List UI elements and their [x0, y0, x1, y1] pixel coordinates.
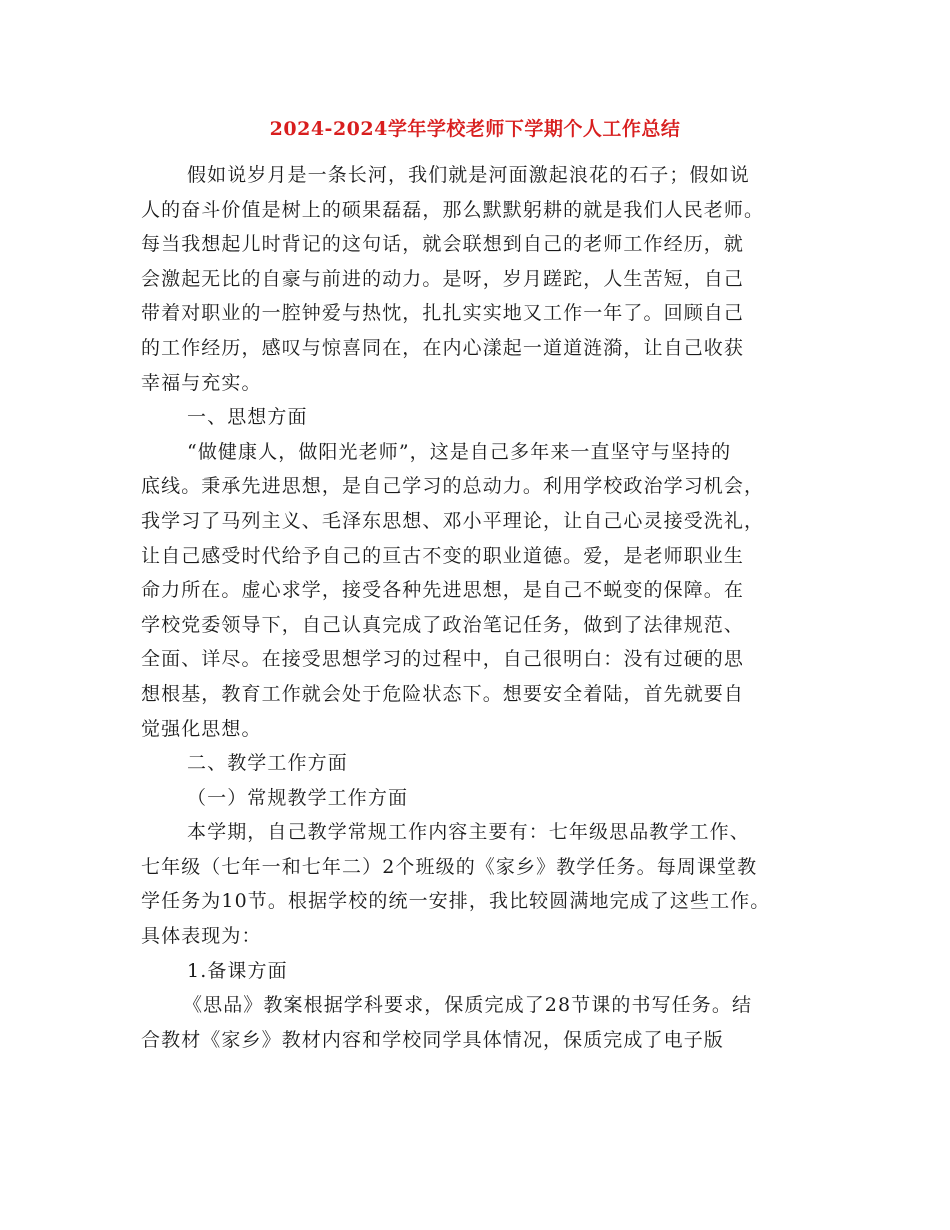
paragraph-line: 会激起无比的自豪与前进的动力。是呀，岁月蹉跎，人生苦短，自己: [141, 267, 745, 290]
paragraph-line: 合教材《家乡》教材内容和学校同学具体情况，保质完成了电子版: [141, 1028, 724, 1051]
section-heading: 二、教学工作方面: [187, 752, 348, 775]
document-body: [141, 158, 821, 1057]
paragraph-line: 觉强化思想。: [141, 717, 262, 740]
paragraph-line: 底线。秉承先进思想，是自己学习的总动力。利用学校政治学习机会，: [141, 475, 765, 498]
paragraph-line: 假如说岁月是一条长河，我们就是河面激起浪花的石子；假如说: [187, 164, 750, 186]
paragraph-line: 学任务为10节。根据学校的统一安排，我比较圆满地完成了这些工作。: [141, 890, 771, 913]
paragraph-line: 七年级（七年一和七年二）2个班级的《家乡》教学任务。每周课堂教: [141, 855, 758, 878]
section-heading: 一、思想方面: [187, 406, 308, 429]
document-title: 2024-2024学年学校老师下学期个人工作总结: [269, 118, 681, 140]
paragraph-line: “做健康人，做阳光老师”，这是自己多年来一直坚守与坚持的: [187, 440, 732, 463]
paragraph-line: 带着对职业的一腔钟爱与热忱，扎扎实实地又工作一年了。回顾自己: [141, 302, 745, 325]
paragraph-line: 命力所在。虚心求学，接受各种先进思想，是自己不蜕变的保障。在: [141, 579, 745, 602]
paragraph-line: 全面、详尽。在接受思想学习的过程中，自己很明白：没有过硬的思: [141, 648, 745, 671]
paragraph-line: 本学期，自己教学常规工作内容主要有：七年级思品教学工作、: [187, 821, 750, 844]
paragraph-line: 人的奋斗价值是树上的硕果磊磊，那么默默躬耕的就是我们人民老师。: [141, 198, 765, 221]
paragraph-line: 具体表现为：: [141, 925, 262, 948]
paragraph-line: 我学习了马列主义、毛泽东思想、邓小平理论，让自己心灵接受洗礼，: [141, 509, 765, 532]
paragraph-line: 幸福与充实。: [141, 371, 262, 394]
paragraph-line: 让自己感受时代给予自己的亘古不变的职业道德。爱，是老师职业生: [141, 544, 745, 567]
paragraph-line: 每当我想起儿时背记的这句话，就会联想到自己的老师工作经历，就: [141, 233, 745, 256]
paragraph-line: 想根基，教育工作就会处于危险状态下。想要安全着陆，首先就要自: [141, 682, 745, 705]
item-heading: 1.备课方面: [187, 959, 288, 982]
paragraph-line: 的工作经历，感叹与惊喜同在，在内心漾起一道道涟漪，让自己收获: [141, 336, 745, 359]
paragraph-line: 《思品》教案根据学科要求，保质完成了28节课的书写任务。结: [183, 994, 753, 1017]
subsection-heading: （一）常规教学工作方面: [187, 786, 409, 809]
paragraph-line: 学校党委领导下，自己认真完成了政治笔记任务，做到了法律规范、: [141, 613, 745, 636]
